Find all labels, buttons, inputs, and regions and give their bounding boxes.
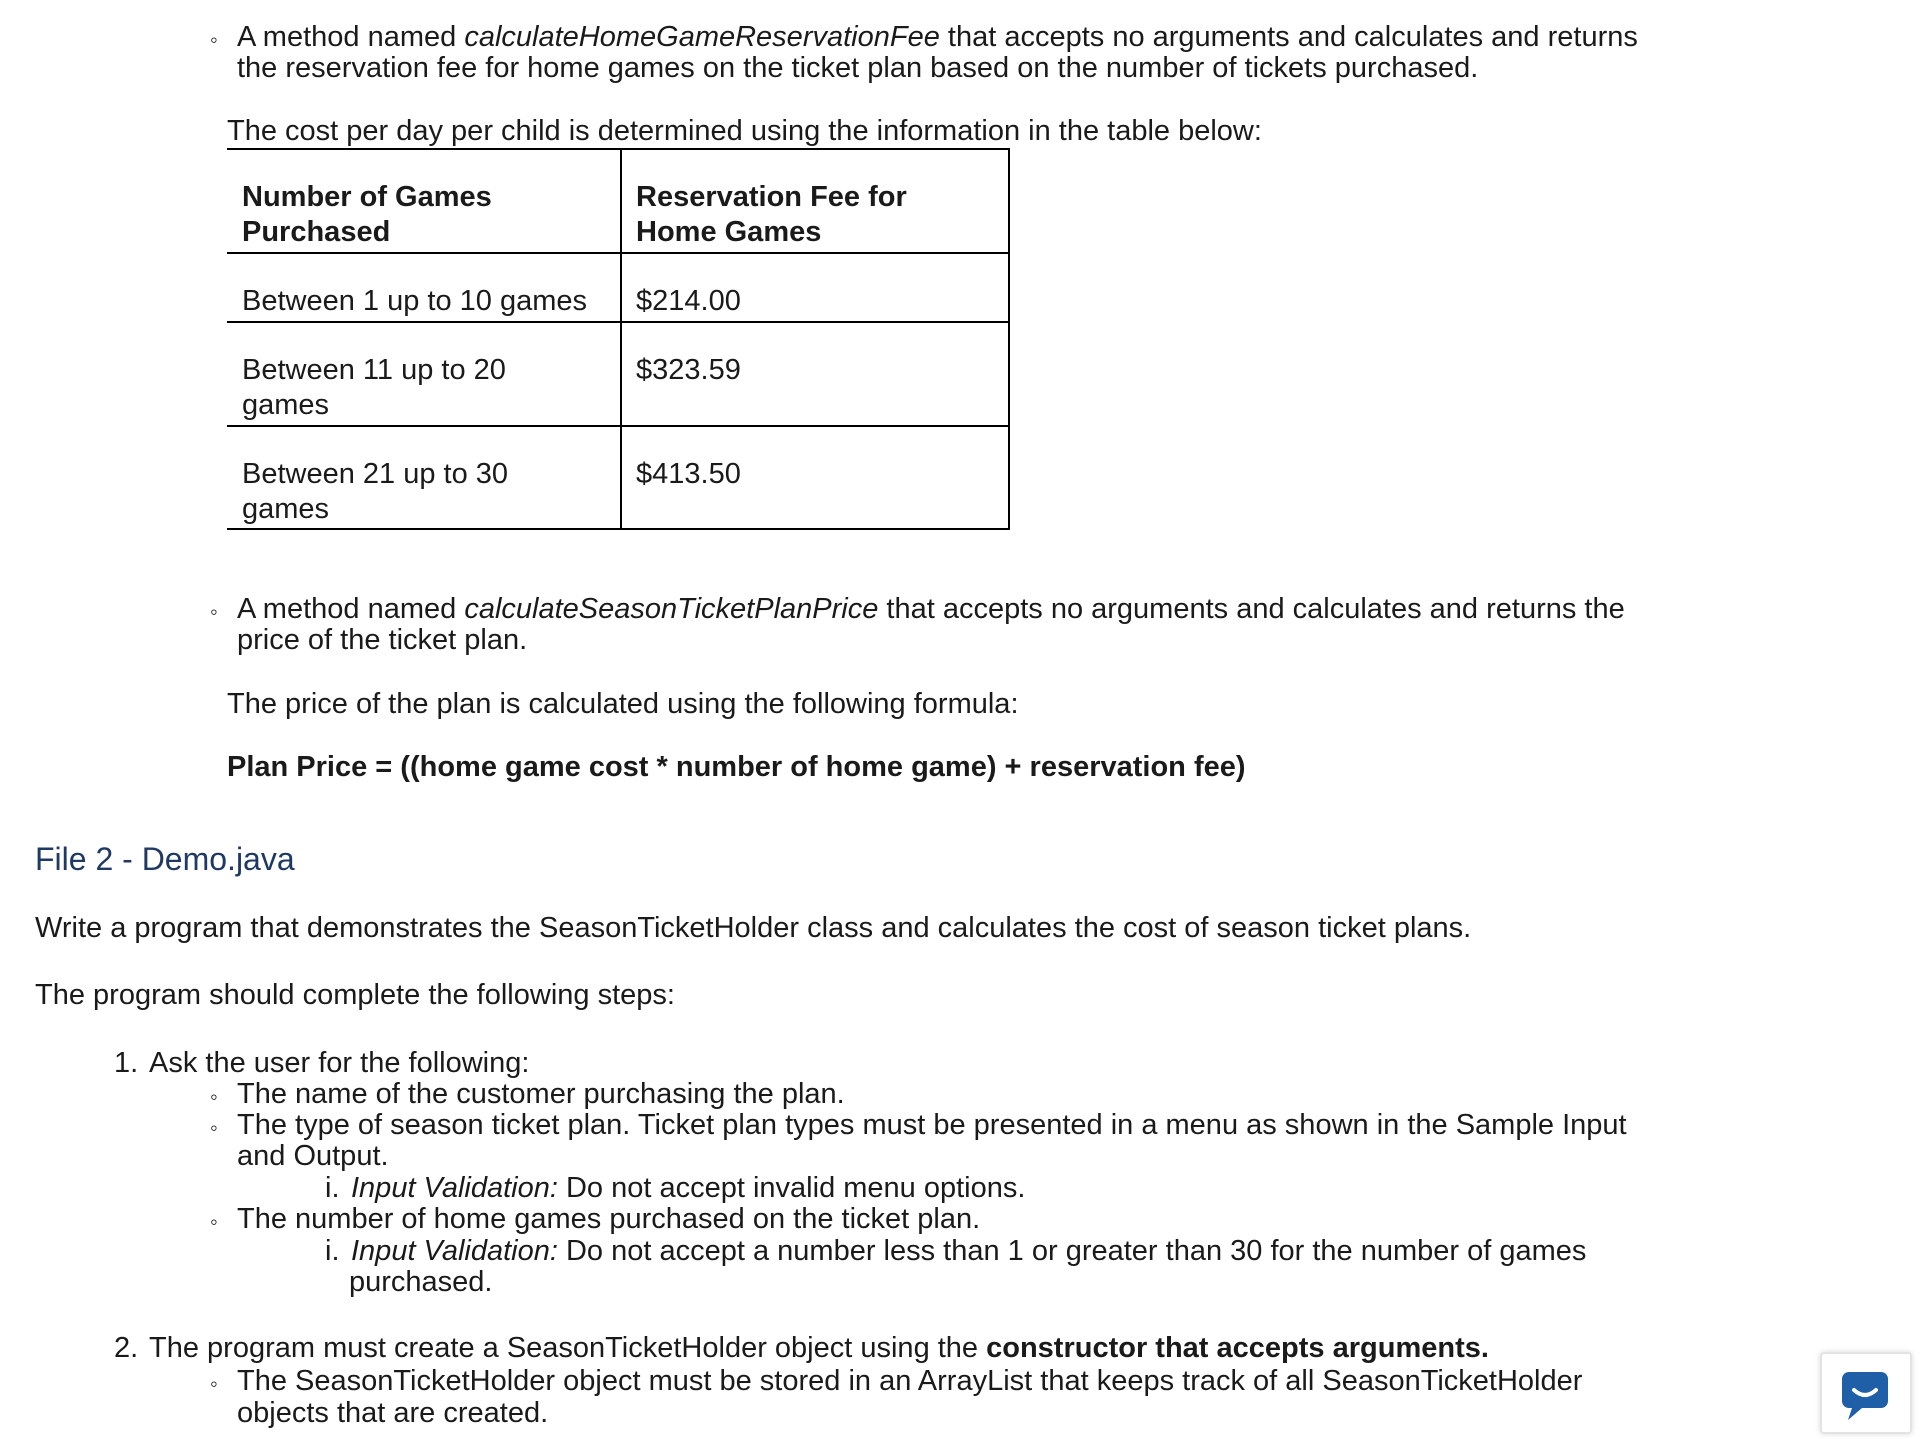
- validation2: [351, 1236, 1586, 1267]
- bullet-step1-item3: ◦: [210, 1209, 218, 1234]
- method1-line2: the reservation fee for home games on the ticket plan based on the number of tickets purchased.: [237, 52, 1479, 84]
- validation2-cont: purchased.: [349, 1266, 493, 1298]
- validation2-label: Input Validation:: [351, 1235, 558, 1267]
- file2-heading: File 2 - Demo.java: [35, 841, 295, 877]
- header-fee-line2: Home Games: [636, 216, 822, 248]
- method2-name: calculateSeasonTicketPlanPrice: [464, 593, 879, 625]
- validation1-text: Do not accept invalid menu options.: [557, 1172, 1026, 1204]
- step2-bold: constructor that accepts arguments.: [986, 1332, 1489, 1364]
- step2-sub-line1: The SeasonTicketHolder object must be stored in an ArrayList that keeps track of all SeasonTicketHolder: [237, 1365, 1583, 1397]
- method2-line1: [237, 594, 1625, 625]
- validation1: [351, 1173, 1025, 1204]
- table-header-border: [227, 252, 1010, 254]
- step2-sub-line2: objects that are created.: [237, 1397, 549, 1429]
- bullet-method2: ◦: [210, 599, 218, 624]
- row1-fee: $214.00: [636, 285, 741, 317]
- bullet-method1: ◦: [210, 27, 218, 52]
- method1-suffix: that accepts no arguments and calculates and returns: [939, 21, 1638, 53]
- row3-fee: $413.50: [636, 458, 741, 490]
- header-fee-line1: Reservation Fee for: [636, 181, 907, 213]
- method2-prefix: A method named: [237, 593, 465, 625]
- table-right-border: [1008, 148, 1010, 530]
- step1-item-name: The name of the customer purchasing the plan.: [237, 1078, 845, 1110]
- header-games: [242, 182, 492, 248]
- method1-name: calculateHomeGameReservationFee: [464, 21, 940, 53]
- table-mid-border: [620, 148, 622, 530]
- validation2-text: Do not accept a number less than 1 or greater than 30 for the number of games: [557, 1235, 1587, 1267]
- step2-number: 2.: [114, 1332, 139, 1364]
- row2-games-line1: Between 11 up to 20: [242, 354, 506, 386]
- step2-text: [149, 1333, 1489, 1364]
- formula-intro: The price of the plan is calculated using the following formula:: [227, 688, 1019, 720]
- step1-number: 1.: [114, 1047, 139, 1079]
- row2-games-line2: games: [242, 389, 330, 421]
- fee-table: [227, 148, 1010, 530]
- step2-plain: The program must create a SeasonTicketHolder object using the: [149, 1332, 987, 1364]
- header-games-line2: Purchased: [242, 216, 391, 248]
- method2-suffix: that accepts no arguments and calculates and returns the: [878, 593, 1625, 625]
- steps-intro: The program should complete the following steps:: [35, 979, 675, 1011]
- table-bottom-border: [227, 528, 1010, 530]
- bullet-step1-item1: ◦: [210, 1084, 218, 1109]
- step1-item-games: The number of home games purchased on the ticket plan.: [237, 1203, 981, 1235]
- method1-line1: [237, 22, 1638, 53]
- step1-label: Ask the user for the following:: [149, 1047, 530, 1079]
- row3-games-line2: games: [242, 493, 330, 525]
- header-games-line1: Number of Games: [242, 181, 492, 213]
- header-fee: [636, 182, 907, 248]
- validation2-numeral: i.: [325, 1235, 340, 1267]
- validation1-label: Input Validation:: [351, 1172, 558, 1204]
- bullet-step2-sub: ◦: [210, 1371, 218, 1396]
- method1-prefix: A method named: [237, 21, 465, 53]
- bullet-step1-item2: ◦: [210, 1115, 218, 1140]
- row1-games: Between 1 up to 10 games: [242, 285, 588, 317]
- table-row1-border: [227, 321, 1010, 323]
- step1-item-type: The type of season ticket plan. Ticket plan types must be presented in a menu as shown in the Sample Input: [237, 1109, 1627, 1141]
- row2-fee: $323.59: [636, 354, 741, 386]
- method2-line2: price of the ticket plan.: [237, 624, 528, 656]
- file2-description: Write a program that demonstrates the SeasonTicketHolder class and calculates the cost of season ticket plans.: [35, 912, 1472, 944]
- row2-games: [242, 355, 506, 421]
- chat-button[interactable]: [1820, 1352, 1912, 1434]
- table-row2-border: [227, 425, 1010, 427]
- table-intro: The cost per day per child is determined using the information in the table below:: [227, 115, 1262, 147]
- chat-icon: [1822, 1354, 1910, 1432]
- table-top-border: [227, 148, 1010, 150]
- row3-games-line1: Between 21 up to 30: [242, 458, 509, 490]
- validation1-numeral: i.: [325, 1172, 340, 1204]
- step1-item-type-cont: and Output.: [237, 1140, 389, 1172]
- formula: Plan Price = ((home game cost * number of home game) + reservation fee): [227, 751, 1246, 783]
- row3-games: [242, 459, 508, 525]
